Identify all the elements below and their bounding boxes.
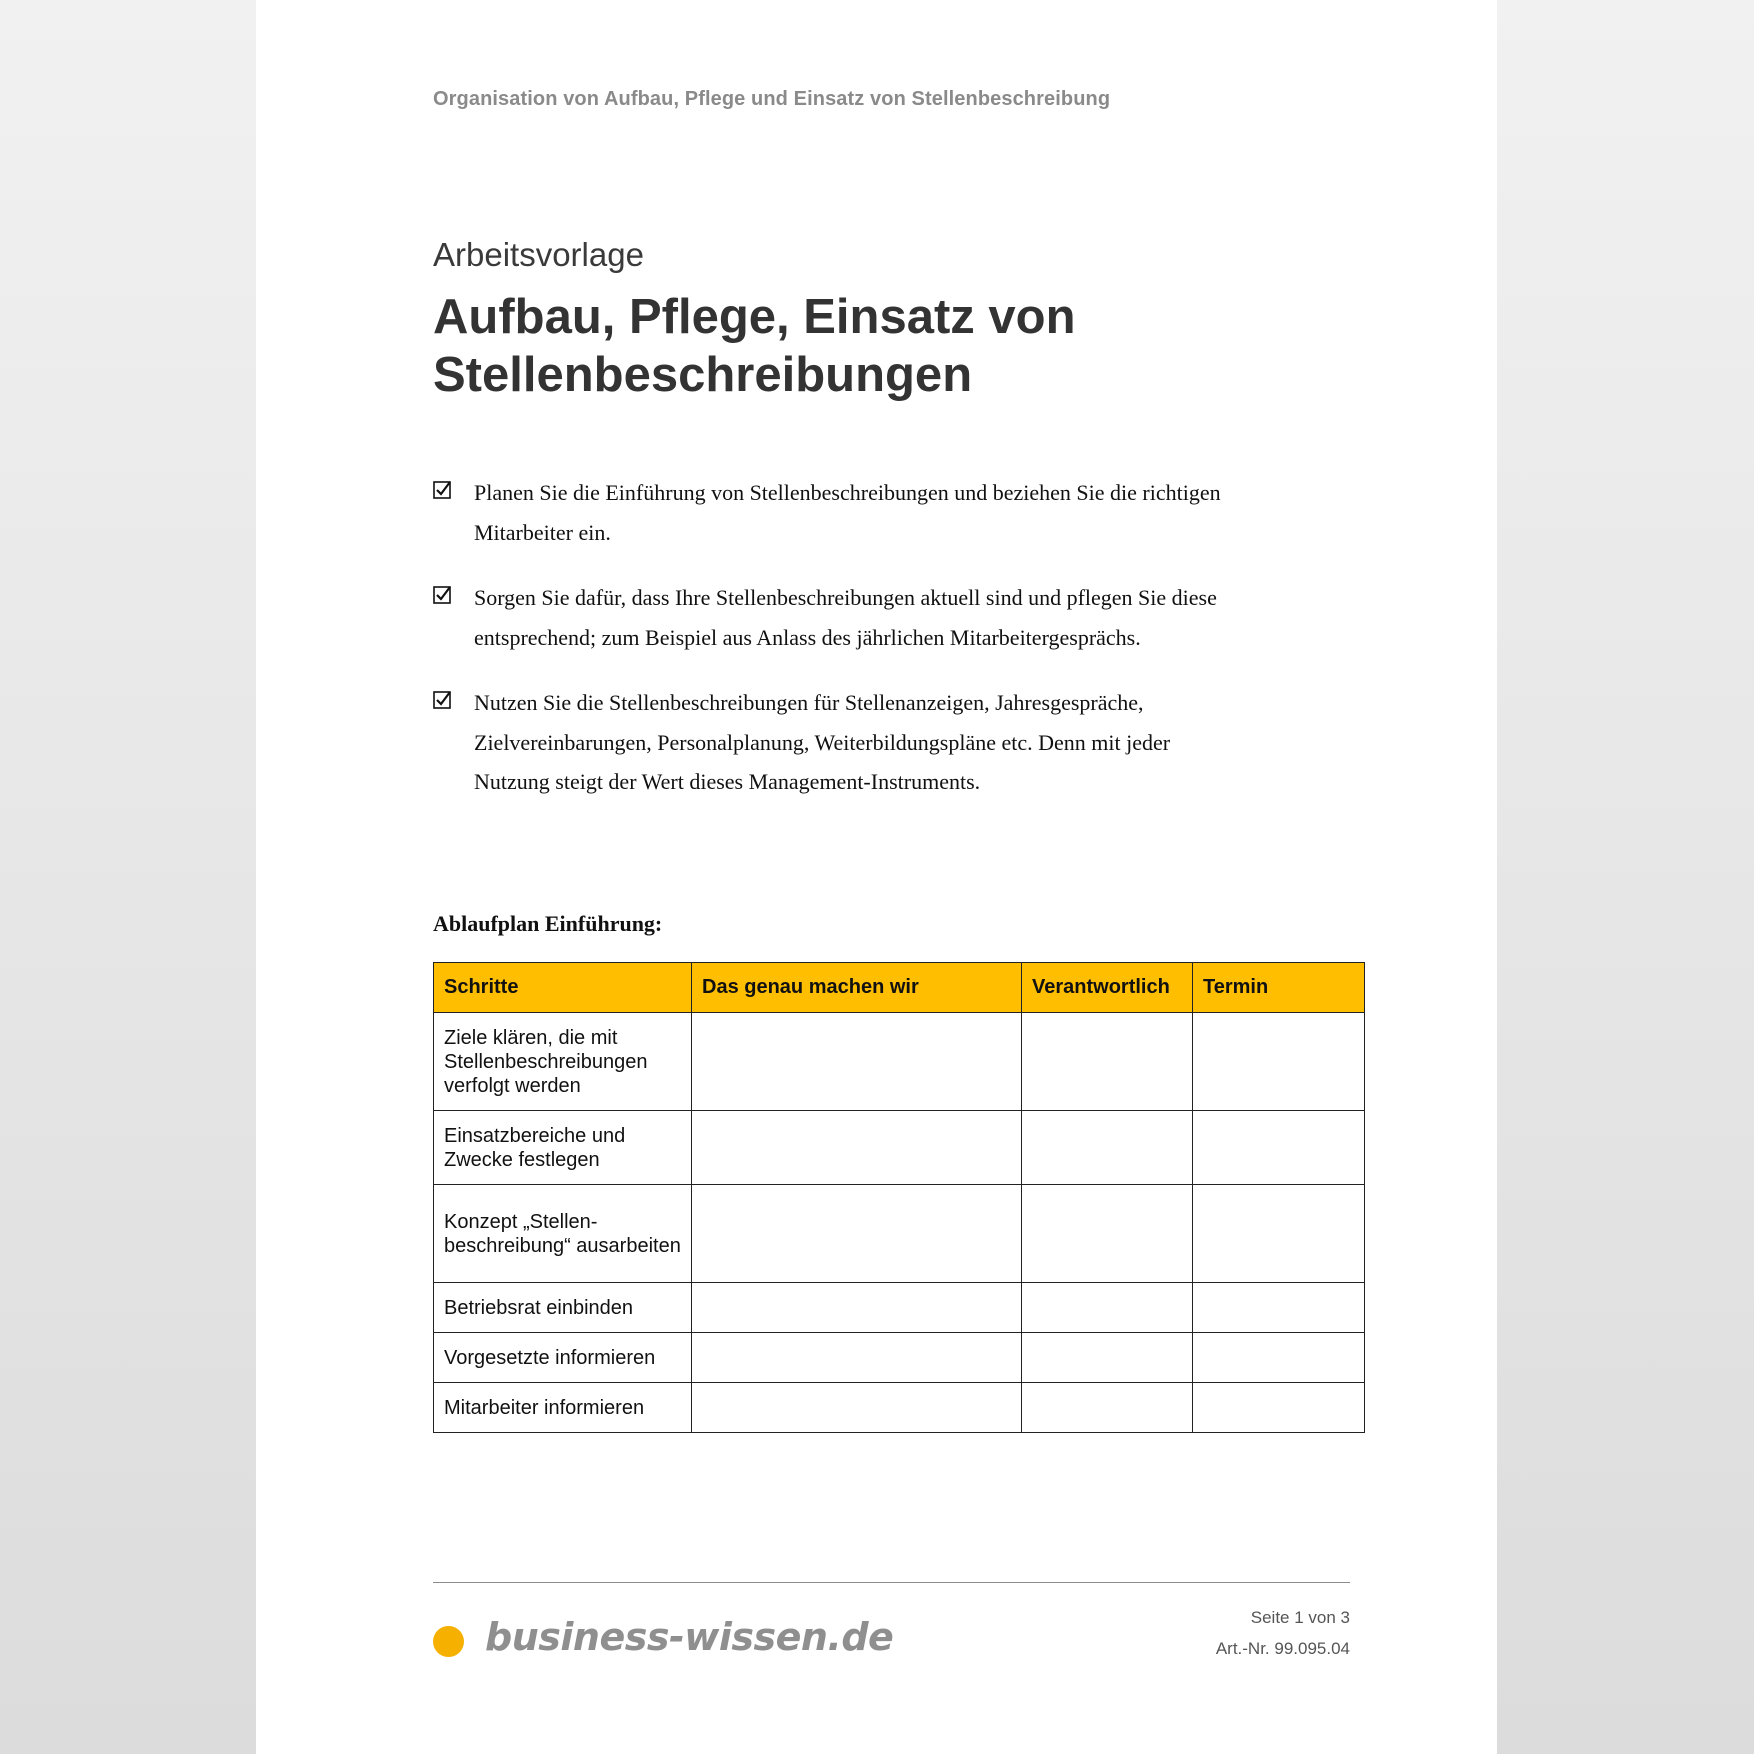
actions-cell[interactable] bbox=[692, 1013, 1022, 1111]
column-header-steps: Schritte bbox=[434, 963, 692, 1013]
actions-cell[interactable] bbox=[692, 1111, 1022, 1185]
actions-cell[interactable] bbox=[692, 1383, 1022, 1433]
checked-box-icon bbox=[433, 691, 451, 709]
step-cell: Mitarbeiter informieren bbox=[434, 1383, 692, 1433]
table-row bbox=[434, 1283, 1365, 1333]
step-cell: Betriebsrat einbinden bbox=[434, 1283, 692, 1333]
table-row bbox=[434, 1185, 1365, 1283]
footer-divider bbox=[433, 1582, 1350, 1583]
table-row bbox=[434, 1333, 1365, 1383]
document-kicker: Arbeitsvorlage bbox=[433, 236, 644, 273]
responsible-cell[interactable] bbox=[1022, 1111, 1193, 1185]
column-header-responsible: Verantwortlich bbox=[1022, 963, 1193, 1013]
step-cell: Ziele klären, die mit Stellenbeschreibungen verfolgt werden bbox=[434, 1013, 692, 1111]
actions-cell[interactable] bbox=[692, 1333, 1022, 1383]
brand-logo[interactable]: business-wissen.de bbox=[485, 1615, 894, 1659]
responsible-cell[interactable] bbox=[1022, 1185, 1193, 1283]
actions-cell[interactable] bbox=[692, 1283, 1022, 1333]
checklist-item bbox=[433, 473, 1223, 552]
checklist-item-text: Planen Sie die Einführung von Stellenbeschreibungen und beziehen Sie die richtigen Mitarbeiter ein. bbox=[474, 480, 1221, 545]
brand-dot-icon bbox=[433, 1626, 464, 1657]
column-header-actions: Das genau machen wir bbox=[692, 963, 1022, 1013]
document-page bbox=[256, 0, 1497, 1754]
checklist bbox=[433, 473, 1223, 828]
deadline-cell[interactable] bbox=[1193, 1333, 1365, 1383]
table-row bbox=[434, 1111, 1365, 1185]
responsible-cell[interactable] bbox=[1022, 1013, 1193, 1111]
document-title: Aufbau, Pflege, Einsatz von Stellenbeschreibungen bbox=[433, 290, 1076, 402]
actions-cell[interactable] bbox=[692, 1185, 1022, 1283]
step-cell: Konzept „Stellen-beschreibung“ ausarbeiten bbox=[434, 1185, 692, 1283]
deadline-cell[interactable] bbox=[1193, 1383, 1365, 1433]
checklist-item bbox=[433, 578, 1223, 657]
deadline-cell[interactable] bbox=[1193, 1111, 1365, 1185]
step-cell: Einsatzbereiche und Zwecke festlegen bbox=[434, 1111, 692, 1185]
table-row bbox=[434, 1013, 1365, 1111]
step-cell: Vorgesetzte informieren bbox=[434, 1333, 692, 1383]
checked-box-icon bbox=[433, 586, 451, 604]
responsible-cell[interactable] bbox=[1022, 1333, 1193, 1383]
deadline-cell[interactable] bbox=[1193, 1185, 1365, 1283]
checked-box-icon bbox=[433, 481, 451, 499]
column-header-deadline: Termin bbox=[1193, 963, 1365, 1013]
responsible-cell[interactable] bbox=[1022, 1383, 1193, 1433]
table-row bbox=[434, 1383, 1365, 1433]
deadline-cell[interactable] bbox=[1193, 1013, 1365, 1111]
deadline-cell[interactable] bbox=[1193, 1283, 1365, 1333]
checklist-item bbox=[433, 683, 1223, 802]
checklist-item-text: Sorgen Sie dafür, dass Ihre Stellenbeschreibungen aktuell sind und pflegen Sie diese entsprechend; zum Beispiel aus Anlass des jährlichen Mitarbeitergesprächs. bbox=[474, 585, 1217, 650]
responsible-cell[interactable] bbox=[1022, 1283, 1193, 1333]
page-number: Seite 1 von 3 bbox=[1250, 1608, 1350, 1627]
checklist-item-text: Nutzen Sie die Stellenbeschreibungen für Stellenanzeigen, Jahresgespräche, Zielvereinbarungen, Personalplanung, Weiterbildungspläne etc. Denn mit jeder Nutzung steigt der Wert dieses Management-Instruments. bbox=[474, 690, 1171, 794]
section-heading: Ablaufplan Einführung: bbox=[433, 911, 663, 936]
article-number: Art.-Nr. 99.095.04 bbox=[1215, 1639, 1350, 1658]
rollout-plan-table bbox=[433, 962, 1365, 1433]
table-header-row bbox=[434, 963, 1365, 1013]
running-header: Organisation von Aufbau, Pflege und Einsatz von Stellenbeschreibung bbox=[433, 88, 1111, 110]
